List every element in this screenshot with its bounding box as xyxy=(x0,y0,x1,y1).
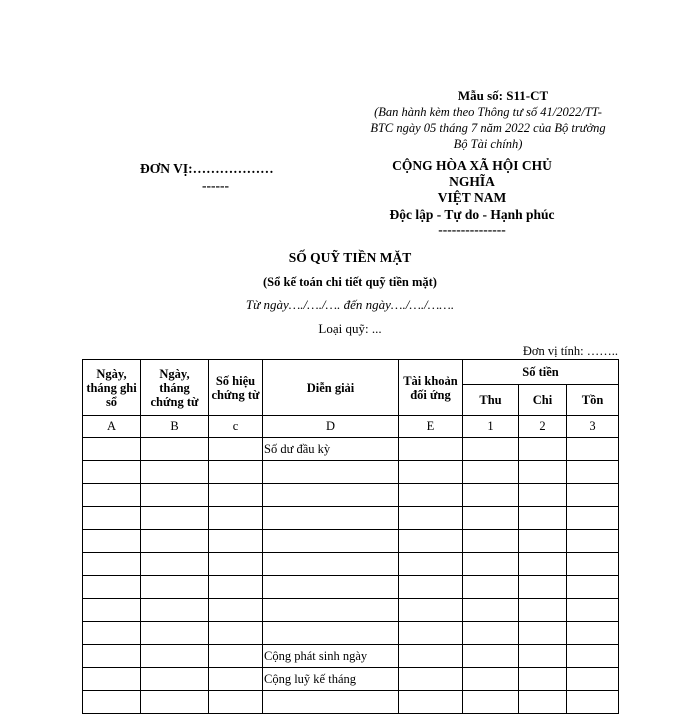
description-cell: Cộng luỹ kế tháng xyxy=(263,668,399,691)
unit-label: ĐƠN VỊ:……………… xyxy=(140,161,274,176)
table-cell xyxy=(567,553,619,576)
table-cell xyxy=(209,553,263,576)
description-cell xyxy=(263,484,399,507)
table-row xyxy=(83,530,619,553)
column-code: D xyxy=(263,416,399,438)
col-header-description: Diễn giải xyxy=(263,360,399,416)
table-cell xyxy=(83,461,141,484)
table-cell xyxy=(567,599,619,622)
table-cell xyxy=(463,645,519,668)
table-cell xyxy=(83,553,141,576)
header-row xyxy=(83,360,619,385)
table-row xyxy=(83,461,619,484)
table-cell xyxy=(463,691,519,714)
unit-dashes: ------ xyxy=(202,178,229,193)
table-cell xyxy=(519,461,567,484)
table-row xyxy=(83,691,619,714)
national-heading xyxy=(372,158,572,237)
description-cell xyxy=(263,461,399,484)
description-cell xyxy=(263,507,399,530)
legal-basis-line: BTC ngày 05 tháng 7 năm 2022 của Bộ trưởng xyxy=(370,121,606,135)
col-header-amount: Số tiền xyxy=(463,360,619,385)
table-cell xyxy=(83,507,141,530)
col-header-date-recorded: Ngày, tháng ghi sổ xyxy=(83,360,141,416)
table-cell xyxy=(399,668,463,691)
ledger-title: SỐ QUỸ TIỀN MẶT xyxy=(288,250,412,265)
description-cell xyxy=(263,599,399,622)
table-cell xyxy=(141,691,209,714)
table-cell xyxy=(519,576,567,599)
table-cell xyxy=(519,691,567,714)
table-cell xyxy=(399,553,463,576)
table-cell xyxy=(399,622,463,645)
column-code: A xyxy=(83,416,141,438)
table-cell xyxy=(463,553,519,576)
col-header-payments: Chi xyxy=(519,385,567,416)
table-cell xyxy=(141,622,209,645)
ledger-period: Từ ngày…./…./…. đến ngày…./…./……. xyxy=(245,297,455,312)
table-cell xyxy=(463,438,519,461)
col-header-voucher-date: Ngày, tháng chứng từ xyxy=(141,360,209,416)
table-cell xyxy=(141,576,209,599)
table-cell xyxy=(209,461,263,484)
table-cell xyxy=(463,668,519,691)
col-header-balance: Tồn xyxy=(567,385,619,416)
table-cell xyxy=(519,530,567,553)
table-cell xyxy=(519,645,567,668)
description-cell xyxy=(263,530,399,553)
table-row xyxy=(83,484,619,507)
table-cell xyxy=(209,530,263,553)
table-cell xyxy=(519,553,567,576)
table-cell xyxy=(567,438,619,461)
table-cell xyxy=(567,484,619,507)
ledger-body xyxy=(83,438,619,714)
table-cell xyxy=(463,622,519,645)
table-row xyxy=(83,507,619,530)
table-cell xyxy=(141,553,209,576)
column-code: 1 xyxy=(463,416,519,438)
table-cell xyxy=(567,530,619,553)
description-cell xyxy=(263,576,399,599)
table-cell xyxy=(567,576,619,599)
table-cell xyxy=(83,668,141,691)
table-cell xyxy=(209,622,263,645)
table-cell xyxy=(463,576,519,599)
col-header-counter-account: Tài khoản đối ứng xyxy=(399,360,463,416)
description-cell xyxy=(263,622,399,645)
nation-name-line2: VIỆT NAM xyxy=(437,190,507,205)
table-cell xyxy=(399,484,463,507)
description-cell: Cộng phát sinh ngày xyxy=(263,645,399,668)
table-cell xyxy=(399,645,463,668)
table-cell xyxy=(209,484,263,507)
table-cell xyxy=(209,576,263,599)
column-code: c xyxy=(209,416,263,438)
table-row xyxy=(83,599,619,622)
table-cell xyxy=(83,438,141,461)
table-cell xyxy=(463,599,519,622)
table-cell xyxy=(463,507,519,530)
unit-block xyxy=(140,160,300,194)
table-cell xyxy=(209,691,263,714)
col-header-receipts: Thu xyxy=(463,385,519,416)
table-cell xyxy=(83,599,141,622)
table-cell xyxy=(141,668,209,691)
table-cell xyxy=(567,668,619,691)
column-code: 2 xyxy=(519,416,567,438)
table-cell xyxy=(83,691,141,714)
table-cell xyxy=(399,461,463,484)
fund-type: Loại quỹ: ... xyxy=(318,321,382,336)
form-code: Mẫu số: S11-CT xyxy=(457,88,549,103)
table-cell xyxy=(141,530,209,553)
table-cell xyxy=(83,645,141,668)
description-cell: Số dư đầu kỳ xyxy=(263,438,399,461)
table-cell xyxy=(141,599,209,622)
table-cell xyxy=(519,438,567,461)
table-cell xyxy=(519,484,567,507)
table-cell xyxy=(399,507,463,530)
nation-name-line1: CỘNG HÒA XÃ HỘI CHỦ NGHĨA xyxy=(392,158,552,189)
table-cell xyxy=(567,645,619,668)
table-cell xyxy=(519,622,567,645)
table-cell xyxy=(567,507,619,530)
ledger-subtitle: (Sổ kế toán chi tiết quỹ tiền mặt) xyxy=(263,275,437,289)
table-row xyxy=(83,576,619,599)
column-code: E xyxy=(399,416,463,438)
column-code: B xyxy=(141,416,209,438)
table-cell xyxy=(567,622,619,645)
currency-unit: Đơn vị tính: …….. xyxy=(522,344,618,358)
column-code: 3 xyxy=(567,416,619,438)
form-code-block xyxy=(354,88,622,152)
table-cell xyxy=(399,691,463,714)
table-cell xyxy=(567,691,619,714)
table-cell xyxy=(83,530,141,553)
description-cell xyxy=(263,553,399,576)
description-cell xyxy=(263,691,399,714)
table-row xyxy=(83,645,619,668)
national-motto: Độc lập - Tự do - Hạnh phúc xyxy=(389,207,555,222)
table-cell xyxy=(209,438,263,461)
table-cell xyxy=(141,645,209,668)
table-row xyxy=(83,553,619,576)
table-cell xyxy=(141,507,209,530)
table-cell xyxy=(209,645,263,668)
table-cell xyxy=(399,530,463,553)
table-cell xyxy=(399,576,463,599)
table-cell xyxy=(209,668,263,691)
cash-ledger-table xyxy=(82,359,619,714)
form-legal-basis xyxy=(354,104,622,152)
motto-dashes: --------------- xyxy=(438,222,506,237)
table-cell xyxy=(463,484,519,507)
table-cell xyxy=(567,461,619,484)
legal-basis-line: Bộ Tài chính) xyxy=(453,137,523,151)
table-cell xyxy=(141,438,209,461)
table-cell xyxy=(519,507,567,530)
table-cell xyxy=(141,484,209,507)
table-cell xyxy=(141,461,209,484)
table-cell xyxy=(399,438,463,461)
table-cell xyxy=(463,530,519,553)
legal-basis-line: (Ban hành kèm theo Thông tư số 41/2022/TT- xyxy=(374,105,602,119)
table-cell xyxy=(209,599,263,622)
table-cell xyxy=(463,461,519,484)
table-row xyxy=(83,622,619,645)
column-code-row xyxy=(83,416,619,438)
col-header-voucher-no: Số hiệu chứng từ xyxy=(209,360,263,416)
table-cell xyxy=(83,622,141,645)
table-row xyxy=(83,668,619,691)
table-cell xyxy=(209,507,263,530)
table-cell xyxy=(83,484,141,507)
table-cell xyxy=(519,599,567,622)
table-row xyxy=(83,438,619,461)
table-cell xyxy=(399,599,463,622)
table-cell xyxy=(519,668,567,691)
table-cell xyxy=(83,576,141,599)
